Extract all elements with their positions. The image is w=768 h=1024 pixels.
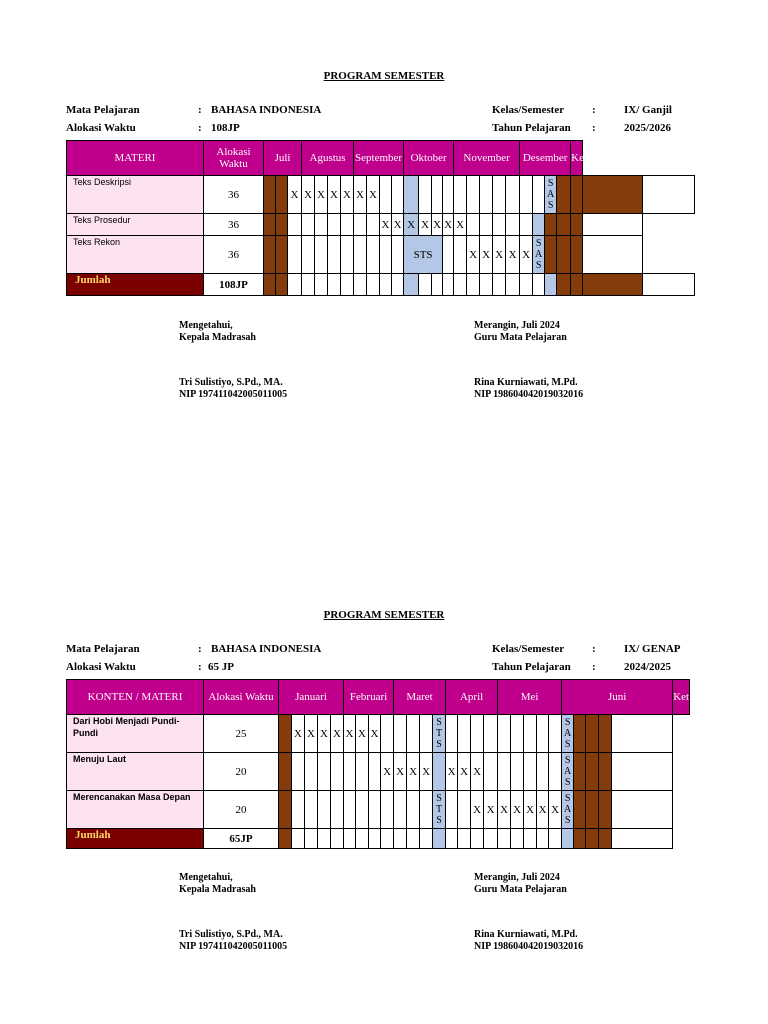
x-mark: X (511, 791, 524, 829)
month-header: April (446, 680, 498, 715)
x-mark: X (493, 236, 506, 274)
x-mark: X (498, 791, 511, 829)
sem1-alokasi-label: Alokasi Waktu (66, 122, 136, 134)
x-mark: X (356, 715, 369, 753)
sem2-kelas-colon: : (592, 643, 596, 655)
brown-cell (276, 176, 288, 214)
materi-cell: Dari Hobi Menjadi Pundi-Pundi (67, 715, 204, 753)
blue-cell (533, 214, 545, 236)
jumlah-value: 108JP (204, 274, 264, 296)
sem1-mapel-label: Mata Pelajaran (66, 104, 140, 116)
sem1-schedule-table (66, 140, 695, 296)
table-row (67, 753, 690, 791)
x-mark: X (407, 753, 420, 791)
x-mark: X (443, 214, 454, 236)
jp-cell: 36 (204, 236, 264, 274)
jumlah-row (67, 829, 690, 849)
jp-cell: 36 (204, 214, 264, 236)
sem2-tahun-label: Tahun Pelajaran (492, 661, 571, 673)
x-mark: X (367, 176, 380, 214)
materi-cell: Teks Rekon (67, 236, 204, 274)
jumlah-label: Jumlah (67, 829, 204, 849)
x-mark: X (354, 176, 367, 214)
sem1-title: PROGRAM SEMESTER (323, 70, 445, 82)
brown-cell (586, 715, 599, 753)
x-mark: X (454, 214, 467, 236)
x-mark: X (432, 214, 443, 236)
x-mark: X (537, 791, 549, 829)
sem2-alokasi-label: Alokasi Waktu (66, 661, 136, 673)
jumlah-label: Jumlah (67, 274, 204, 296)
x-mark: X (420, 753, 433, 791)
brown-cell (264, 214, 276, 236)
brown-cell (279, 715, 292, 753)
brown-cell (574, 753, 586, 791)
sem1-alokasi-value: 108JP (211, 122, 240, 134)
sem2-mapel-label: Mata Pelajaran (66, 643, 140, 655)
blue-cell (433, 753, 446, 791)
x-mark: X (328, 176, 341, 214)
sem2-sig-left-name: Tri Sulistiyo, S.Pd., MA. NIP 197411042005011005 (179, 929, 288, 952)
x-mark: X (344, 715, 356, 753)
x-mark: X (467, 236, 480, 274)
sas-mark: S A S (533, 236, 545, 274)
x-mark: X (524, 791, 537, 829)
jp-cell: 20 (204, 753, 279, 791)
x-mark: X (471, 753, 484, 791)
brown-cell (571, 214, 583, 236)
x-mark: X (331, 715, 344, 753)
sas-mark: S A S (562, 791, 574, 829)
brown-cell (264, 236, 276, 274)
month-header: Maret (394, 680, 446, 715)
jp-cell: 20 (204, 791, 279, 829)
materi-cell: Merencanakan Masa Depan (67, 791, 204, 829)
ket-header: Ket (571, 141, 583, 176)
x-mark: X (302, 176, 315, 214)
x-mark: X (318, 715, 331, 753)
x-mark: X (305, 715, 318, 753)
sem2-sig-right: Merangin, Juli 2024 Guru Mata Pelajaran (474, 872, 567, 895)
x-mark: X (506, 236, 520, 274)
month-header: Juli (264, 141, 302, 176)
materi-header: MATERI (67, 141, 204, 176)
brown-cell (586, 791, 599, 829)
brown-cell (571, 176, 583, 214)
x-mark: X (394, 753, 407, 791)
materi-cell: Menuju Laut (67, 753, 204, 791)
sas-mark: S A S (562, 715, 574, 753)
sem1-tahun-label: Tahun Pelajaran (492, 122, 571, 134)
sem2-sig-left: Mengetahui, Kepala Madrasah (179, 872, 256, 895)
month-header: Mei (498, 680, 562, 715)
blue-cell (404, 176, 419, 214)
table-row (67, 214, 695, 236)
materi-header: KONTEN / MATERI (67, 680, 204, 715)
sem1-mapel-value: BAHASA INDONESIA (211, 104, 322, 116)
brown-cell (599, 715, 612, 753)
jp-cell: 36 (204, 176, 264, 214)
sas-mark: S A S (545, 176, 557, 214)
sts-mark: S T S (433, 715, 446, 753)
sem1-kelas-label: Kelas/Semester (492, 104, 565, 116)
jumlah-value: 65JP (204, 829, 279, 849)
brown-cell (574, 791, 586, 829)
sts-mark: S T S (433, 791, 446, 829)
brown-cell (571, 236, 583, 274)
brown-cell (574, 715, 586, 753)
sem1-kelas-colon: : (592, 104, 596, 116)
month-header: Agustus (302, 141, 354, 176)
x-mark: X (419, 214, 432, 236)
brown-cell (557, 236, 571, 274)
x-mark: X (446, 753, 458, 791)
brown-cell (276, 214, 288, 236)
x-mark: X (520, 236, 533, 274)
brown-cell (545, 236, 557, 274)
materi-cell: Teks Deskripsi (67, 176, 204, 214)
month-header: Oktober (404, 141, 454, 176)
sem2-mapel-colon: : (198, 643, 202, 655)
sem2-mapel-value: BAHASA INDONESIA (211, 643, 322, 655)
x-mark: X (392, 214, 404, 236)
x-mark: X (380, 214, 392, 236)
sas-mark: S A S (562, 753, 574, 791)
brown-cell (557, 214, 571, 236)
sem1-kelas-value: IX/ Ganjil (624, 104, 672, 116)
sem2-alokasi-colon: : (198, 661, 202, 673)
alokasi-header: Alokasi Waktu (204, 141, 264, 176)
sem1-tahun-value: 2025/2026 (624, 122, 672, 134)
month-header: Desember (520, 141, 571, 176)
sem2-kelas-value: IX/ GENAP (624, 643, 681, 655)
x-mark: X (404, 214, 419, 236)
brown-cell (279, 753, 292, 791)
month-header: Februari (344, 680, 394, 715)
x-mark: X (315, 176, 328, 214)
sem2-alokasi-value: 65 JP (208, 661, 234, 673)
alokasi-header: Alokasi Waktu (204, 680, 279, 715)
x-mark: X (288, 176, 302, 214)
x-mark: X (341, 176, 354, 214)
sem1-alokasi-colon: : (198, 122, 202, 134)
x-mark: X (458, 753, 471, 791)
x-mark: X (292, 715, 305, 753)
x-mark: X (484, 791, 498, 829)
month-header: November (454, 141, 520, 176)
brown-cell (276, 236, 288, 274)
x-mark: X (369, 715, 381, 753)
sem2-tahun-colon: : (592, 661, 596, 673)
x-mark: X (480, 236, 493, 274)
x-mark: X (549, 791, 562, 829)
brown-cell (586, 753, 599, 791)
table-row (67, 791, 690, 829)
brown-cell (557, 176, 571, 214)
ket-header: Ket (673, 680, 690, 715)
month-header: September (354, 141, 404, 176)
table-row (67, 236, 695, 274)
x-mark: X (381, 753, 394, 791)
sem2-header-row (67, 680, 690, 715)
sem2-tahun-value: 2024/2025 (624, 661, 672, 673)
brown-cell (545, 214, 557, 236)
sts-mark: STS (404, 236, 443, 274)
jp-cell: 25 (204, 715, 279, 753)
sem1-sig-right: Merangin, Juli 2024 Guru Mata Pelajaran (474, 320, 567, 343)
jumlah-row (67, 274, 695, 296)
sem1-mapel-colon: : (198, 104, 202, 116)
sem1-sig-left-name: Tri Sulistiyo, S.Pd., MA. NIP 197411042005011005 (179, 377, 288, 400)
sem2-sig-right-name: Rina Kurniawati, M.Pd. NIP 198604042019032016 (474, 929, 584, 952)
brown-cell (599, 791, 612, 829)
brown-cell (264, 176, 276, 214)
sem1-sig-right-name: Rina Kurniawati, M.Pd. NIP 198604042019032016 (474, 377, 584, 400)
brown-cell (583, 176, 643, 214)
sem2-kelas-label: Kelas/Semester (492, 643, 565, 655)
sem1-header-row (67, 141, 695, 176)
materi-cell: Teks Prosedur (67, 214, 204, 236)
sem2-title: PROGRAM SEMESTER (323, 609, 445, 621)
table-row (67, 176, 695, 214)
sem1-tahun-colon: : (592, 122, 596, 134)
sem2-schedule-table (66, 679, 690, 849)
brown-cell (599, 753, 612, 791)
x-mark: X (471, 791, 484, 829)
brown-cell (279, 791, 292, 829)
month-header: Januari (279, 680, 344, 715)
sem1-sig-left: Mengetahui, Kepala Madrasah (179, 320, 256, 343)
month-header: Juni (562, 680, 673, 715)
table-row (67, 715, 690, 753)
